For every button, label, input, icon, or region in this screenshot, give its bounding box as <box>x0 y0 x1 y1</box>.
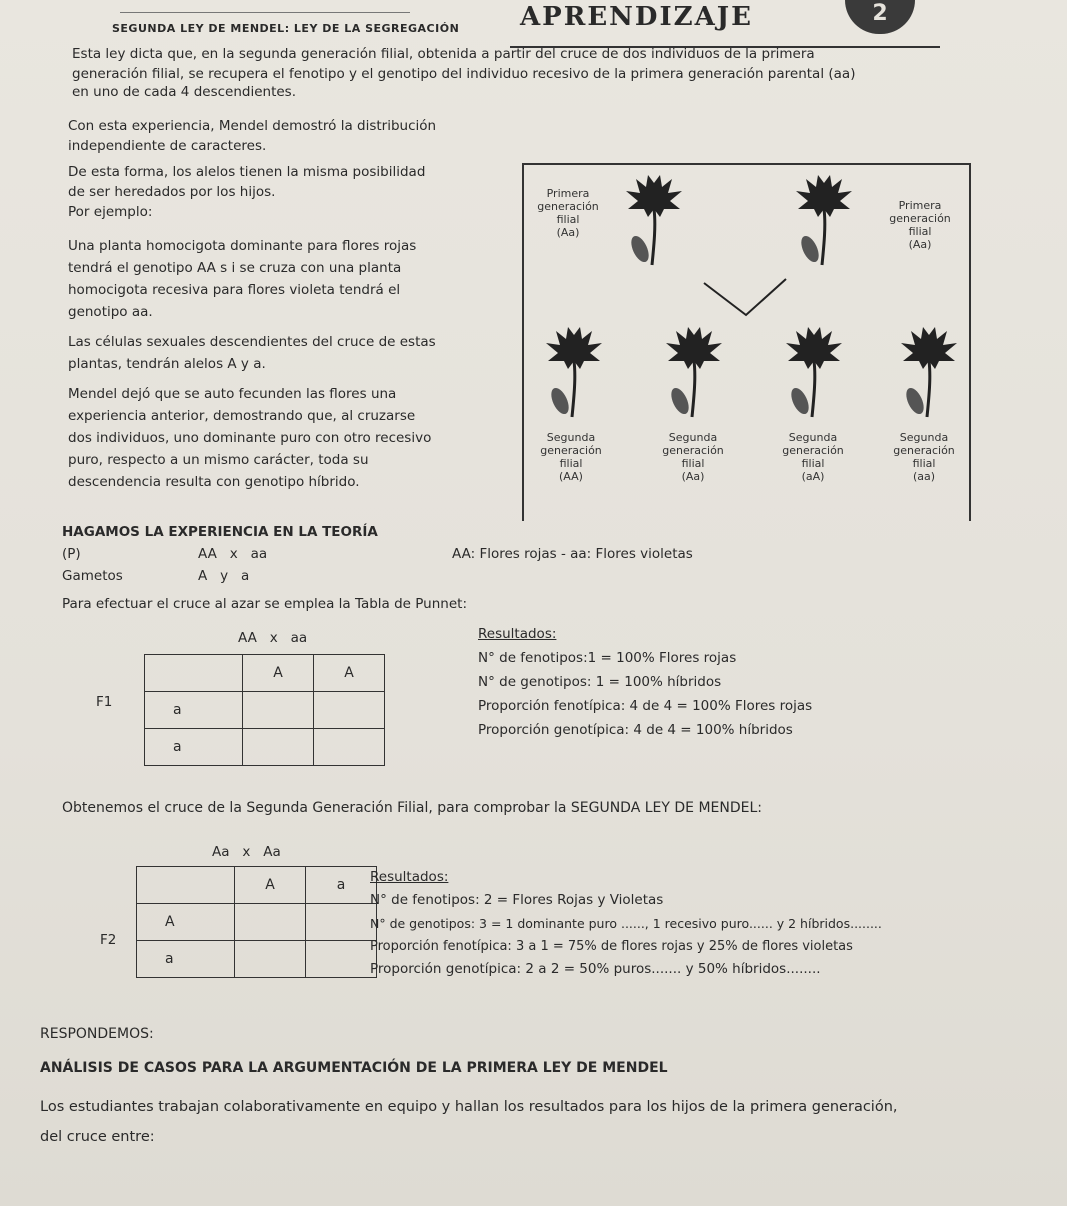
text-line: descendencia resulta con genotipo híbrido. <box>68 474 360 490</box>
f2-label: F2 <box>100 932 117 948</box>
label-line: (Aa) <box>681 470 705 483</box>
punnet-intro: Para efectuar el cruce al azar se emplea la Tabla de Punnet: <box>62 596 467 612</box>
flower-icon <box>901 327 957 417</box>
label-line: (aa) <box>912 470 936 483</box>
allele-legend: AA: Flores rojas - aa: Flores violetas <box>452 546 693 562</box>
text-line: independiente de caracteres. <box>68 138 267 154</box>
results-title: Resultados: <box>370 869 449 885</box>
text-line: Mendel dejó que se auto fecunden las flores una <box>68 386 397 402</box>
column-allele: a <box>306 867 377 904</box>
label-second-generation <box>526 431 616 483</box>
f2-punnett-square <box>136 866 377 978</box>
label-line: Primera <box>546 187 590 200</box>
label-line: Primera <box>898 199 942 212</box>
f1-label: F1 <box>96 694 113 710</box>
punnett-cell <box>314 729 385 766</box>
table-row <box>137 941 377 978</box>
text-line: Una planta homocigota dominante para flores rojas <box>68 238 417 254</box>
label-line: Segunda <box>899 431 949 444</box>
label-first-generation-right <box>874 199 966 251</box>
label-line: (Aa) <box>556 226 580 239</box>
analysis-line: Los estudiantes trabajan colaborativamente en equipo y hallan los resultados para los hijos de la primera generación, <box>40 1099 898 1115</box>
row-allele: a <box>145 729 243 766</box>
cross-chevron <box>704 279 786 315</box>
label-line: Segunda <box>546 431 596 444</box>
analysis-line: del cruce entre: <box>40 1129 155 1145</box>
label-line: generación <box>540 444 602 457</box>
label-first-generation-left <box>532 187 604 239</box>
table-row <box>145 692 385 729</box>
column-allele: A <box>235 867 306 904</box>
flower-icon <box>546 327 602 417</box>
label-line: generación <box>662 444 724 457</box>
punnett-corner-cell <box>137 867 235 904</box>
table-row <box>145 655 385 692</box>
f1-punnett-square <box>144 654 385 766</box>
table-row <box>145 729 385 766</box>
header-title: APRENDIZAJE <box>520 2 753 32</box>
result-line: Proporción genotípica: 4 de 4 = 100% híbridos <box>478 722 793 738</box>
label-line: filial <box>908 225 932 238</box>
label-line: filial <box>559 457 583 470</box>
intro-line: en uno de cada 4 descendientes. <box>72 84 296 100</box>
label-line: (aA) <box>801 470 825 483</box>
parental-label: (P) <box>62 546 81 562</box>
text-line: de ser heredados por los hijos. <box>68 184 276 200</box>
label-line: filial <box>556 213 580 226</box>
punnett-cell <box>243 729 314 766</box>
label-line: (Aa) <box>908 238 932 251</box>
label-line: generación <box>893 444 955 457</box>
text-line: tendrá el genotipo AA s i se cruza con una planta <box>68 260 402 276</box>
label-line: generación <box>537 200 599 213</box>
label-line: Segunda <box>668 431 718 444</box>
text-line: dos individuos, uno dominante puro con otro recesivo <box>68 430 432 446</box>
punnett-cell <box>314 692 385 729</box>
gametes-label: Gametos <box>62 568 123 584</box>
label-line: (AA) <box>559 470 583 483</box>
parental-cross: AA x aa <box>198 546 268 562</box>
text-line: De esta forma, los alelos tienen la misma posibilidad <box>68 164 426 180</box>
header-subtitle: SEGUNDA LEY DE MENDEL: LEY DE LA SEGREGACIÓN <box>112 22 460 35</box>
label-line: filial <box>912 457 936 470</box>
row-allele: a <box>137 941 235 978</box>
text-line: Con esta experiencia, Mendel demostró la distribución <box>68 118 437 134</box>
f2-cross: Aa x Aa <box>212 844 281 860</box>
respond-heading: RESPONDEMOS: <box>40 1026 154 1042</box>
text-line: homocigota recesiva para flores violeta tendrá el <box>68 282 401 298</box>
mendel-flower-figure <box>522 163 971 521</box>
punnett-cell <box>235 941 306 978</box>
column-allele: A <box>243 655 314 692</box>
results-title: Resultados: <box>478 626 557 642</box>
label-line: Segunda <box>788 431 838 444</box>
result-line: N° de genotipos: 3 = 1 dominante puro ......, 1 recesivo puro...... y 2 híbridos........ <box>370 916 882 931</box>
flower-icon <box>786 327 842 417</box>
row-allele: A <box>137 904 235 941</box>
table-row <box>137 867 377 904</box>
analysis-heading: ANÁLISIS DE CASOS PARA LA ARGUMENTACIÓN DE LA PRIMERA LEY DE MENDEL <box>40 1060 668 1076</box>
table-row <box>137 904 377 941</box>
text-line: puro, respecto a un mismo carácter, toda su <box>68 452 369 468</box>
result-line: Proporción fenotípica: 3 a 1 = 75% de flores rojas y 25% de flores violetas <box>370 939 853 954</box>
flower-icon <box>626 175 682 265</box>
punnett-cell <box>243 692 314 729</box>
lesson-number-badge: 2 <box>845 0 915 34</box>
result-line: N° de genotipos: 1 = 100% híbridos <box>478 674 722 690</box>
punnett-cell <box>306 904 377 941</box>
label-second-generation <box>768 431 858 483</box>
label-line: generación <box>782 444 844 457</box>
row-allele: a <box>145 692 243 729</box>
f1-cross: AA x aa <box>238 630 308 646</box>
intro-paragraph <box>72 44 972 102</box>
result-line: Proporción genotípica: 2 a 2 = 50% puros....... y 50% híbridos........ <box>370 961 821 977</box>
label-second-generation <box>648 431 738 483</box>
label-line: generación <box>889 212 951 225</box>
punnett-cell <box>235 904 306 941</box>
label-second-generation <box>880 431 968 483</box>
intro-line: generación filial, se recupera el fenotipo y el genotipo del individuo recesivo de la primera generación parental (aa) <box>72 66 856 82</box>
text-line: plantas, tendrán alelos A y a. <box>68 356 266 372</box>
experiment-heading: HAGAMOS LA EXPERIENCIA EN LA TEORÍA <box>62 524 378 540</box>
text-line: Las células sexuales descendientes del cruce de estas <box>68 334 436 350</box>
f2-results <box>370 866 1060 981</box>
result-line: N° de fenotipos:1 = 100% Flores rojas <box>478 650 737 666</box>
flower-icon <box>666 327 722 417</box>
left-text-column <box>68 116 518 492</box>
column-allele: A <box>314 655 385 692</box>
intro-line: Esta ley dicta que, en la segunda generación filial, obtenida a partir del cruce de dos individuos de la primera <box>72 46 815 62</box>
f1-results <box>478 622 812 742</box>
text-line: Por ejemplo: <box>68 204 153 220</box>
flower-icon <box>796 175 852 265</box>
text-line: genotipo aa. <box>68 304 153 320</box>
analysis-paragraph <box>40 1092 1060 1152</box>
label-line: filial <box>801 457 825 470</box>
label-line: filial <box>681 457 705 470</box>
result-line: Proporción fenotípica: 4 de 4 = 100% Flores rojas <box>478 698 813 714</box>
punnett-corner-cell <box>145 655 243 692</box>
f2-intro: Obtenemos el cruce de la Segunda Generación Filial, para comprobar la SEGUNDA LEY DE MENDEL: <box>62 800 762 816</box>
text-line: experiencia anterior, demostrando que, al cruzarse <box>68 408 416 424</box>
punnett-cell <box>306 941 377 978</box>
result-line: N° de fenotipos: 2 = Flores Rojas y Violetas <box>370 892 664 908</box>
gametes-value: A y a <box>198 568 250 584</box>
header-rule-top <box>120 12 410 13</box>
